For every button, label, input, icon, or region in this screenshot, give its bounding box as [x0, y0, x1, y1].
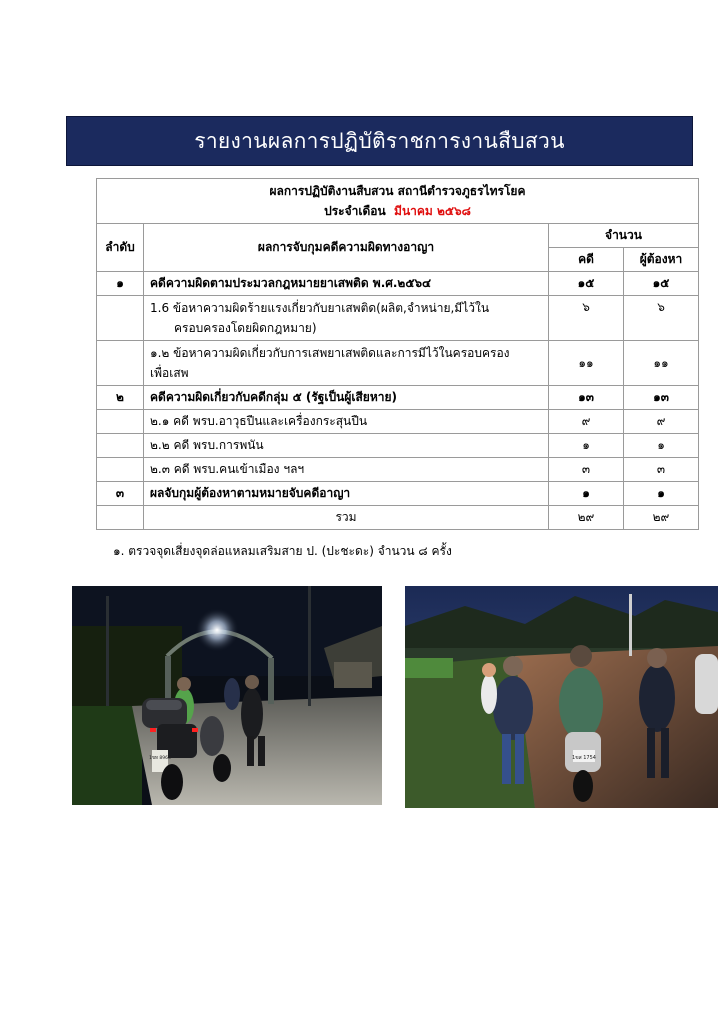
table-title: ผลการปฏิบัติงานสืบสวน สถานีตำรวจภูธรไทรโยค — [269, 184, 526, 198]
header-row — [97, 224, 699, 248]
checkpoint-photo-left — [72, 586, 382, 805]
col-count-header: จำนวน — [549, 224, 699, 248]
col-suspects-header: ผู้ต้องหา — [624, 248, 699, 272]
total-row — [97, 506, 699, 530]
table-row: ๑.๒ ข้อหาความผิดเกี่ยวกับการเสพยาเสพติดและการมีไว้ในครอบครอง เพื่อเสพ ๑๑ ๑๑ — [97, 341, 699, 386]
col-desc-header: ผลการจับกุมคดีความผิดทางอาญา — [144, 224, 549, 272]
col-cases-header: คดี — [549, 248, 624, 272]
checkpoint-note: ๑. ตรวจจุดเสี่ยงจุดล่อแหลมเสริมสาย ป. (ปะชะดะ) จำนวน ๘ ครั้ง — [113, 544, 452, 558]
left-plate-text: 1ขท 8963 — [149, 756, 171, 761]
right-plate-text: 1ขส 1754 — [572, 755, 596, 761]
report-month: มีนาคม ๒๕๖๘ — [394, 204, 471, 218]
col-no-header: ลำดับ — [97, 224, 144, 272]
table-row: 1.6 ข้อหาความผิดร้ายแรงเกี่ยวกับยาเสพติด(ผลิต,จำหน่าย,มีไว้ใน ครอบครองโดยผิดกฎหมาย) ๖ ๖ — [97, 296, 699, 341]
total-label: รวม — [144, 506, 549, 530]
total-suspects: ๒๙ — [624, 506, 699, 530]
table-title-row — [97, 179, 699, 224]
total-cases: ๒๙ — [549, 506, 624, 530]
report-title: รายงานผลการปฏิบัติราชการงานสืบสวน — [194, 128, 565, 153]
table-row: ๒.๑ คดี พรบ.อาวุธปืนและเครื่องกระสุนปืน ๙ ๙ — [97, 410, 699, 434]
results-table — [96, 178, 699, 530]
table-row: ๒ คดีความผิดเกี่ยวกับคดีกลุ่ม ๕ (รัฐเป็นผู้เสียหาย) ๑๓ ๑๓ — [97, 386, 699, 410]
checkpoint-photo-right — [405, 586, 718, 808]
report-banner — [66, 116, 693, 166]
table-row: ๒.๒ คดี พรบ.การพนัน ๑ ๑ — [97, 434, 699, 458]
table-row: ๑ คดีความผิดตามประมวลกฎหมายยาเสพติด พ.ศ.๒๕๖๔ ๑๕ ๑๕ — [97, 272, 699, 296]
table-row: ๓ ผลจับกุมผู้ต้องหาตามหมายจับคดีอาญา ๑ ๑ — [97, 482, 699, 506]
table-subtitle: ประจำเดือน มีนาคม ๒๕๖๘ — [324, 204, 471, 218]
table-row: ๒.๓ คดี พรบ.คนเข้าเมือง ฯลฯ ๓ ๓ — [97, 458, 699, 482]
